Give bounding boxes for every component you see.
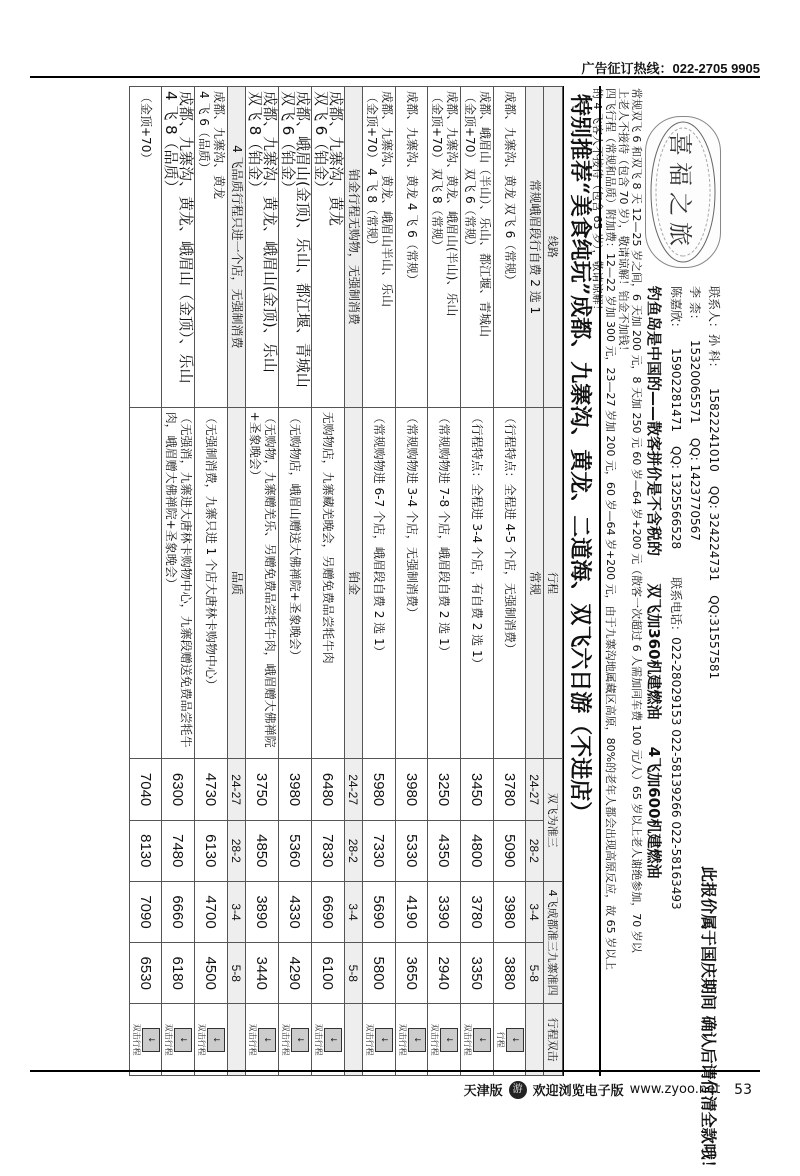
date-header: 28-2 bbox=[526, 820, 544, 881]
itinerary-icon[interactable]: ↓ bbox=[175, 1028, 193, 1052]
price-cell: 3980 bbox=[494, 881, 526, 942]
price-cell: 6130 bbox=[195, 820, 228, 881]
contact-name: 李 柰： bbox=[688, 286, 702, 326]
itinerary-icon[interactable]: ↓ bbox=[441, 1028, 459, 1052]
brand-logo bbox=[645, 116, 721, 268]
price-cell: 7090 bbox=[130, 881, 162, 942]
route-cell bbox=[162, 87, 195, 408]
edition-label: 天津版 bbox=[463, 1084, 503, 1099]
feature-cell: （行程特点：全程进 4-5 个店，无强制消费） bbox=[494, 407, 526, 759]
itinerary-icon[interactable]: ↓ bbox=[292, 1028, 310, 1052]
note-line: 常规双飞 6 和双飞 8 天 12—25 岁之间，6 天加 200 元，8 天加 250 元 60 岁—64 岁+200 元（散客一次超过 6 人需加同车费 100 元/人）65 岁以上老人谢绝参加，70 岁以 bbox=[630, 88, 643, 953]
itinerary-label[interactable]: 双击行程 bbox=[281, 1023, 291, 1056]
itinerary-cell[interactable] bbox=[428, 1004, 461, 1076]
section-feature-label: 常规 bbox=[526, 407, 544, 759]
price-cell: 3650 bbox=[396, 943, 428, 1004]
route-name: 成都、九寨沟、黄龙 bbox=[212, 91, 226, 200]
date-header: 5-8 bbox=[526, 943, 544, 1004]
feature-cell: （常规购物进 3-4 个店，无强制消费） bbox=[396, 407, 428, 759]
price-cell: 5360 bbox=[279, 820, 312, 881]
price-cell: 7040 bbox=[130, 759, 162, 820]
itinerary-label[interactable]: 双击行程 bbox=[430, 1023, 440, 1056]
price-cell: 7330 bbox=[363, 820, 396, 881]
date-header: 24-27 bbox=[526, 759, 544, 820]
itinerary-icon[interactable]: ↓ bbox=[208, 1028, 226, 1052]
contact-qq: QQ: 1423770567 bbox=[688, 437, 702, 541]
section-label: 铂金行程无购物，无强制消费 bbox=[345, 87, 363, 408]
route-name: 成都、九寨沟、黄龙、峨眉山(金顶)、乐山 bbox=[261, 91, 279, 373]
price-cell: 3880 bbox=[494, 943, 526, 1004]
section-label: 常规峨眉段行自费 2 选 1 bbox=[526, 87, 544, 408]
contact-list bbox=[666, 286, 723, 910]
price-cell: 6300 bbox=[162, 759, 195, 820]
price-cell: 3750 bbox=[246, 759, 279, 820]
route-cell bbox=[312, 87, 345, 408]
price-cell: 3390 bbox=[428, 881, 461, 942]
itinerary-label[interactable]: 双击行程 bbox=[248, 1023, 258, 1056]
table-row bbox=[195, 87, 228, 1076]
header-feature: 行程 bbox=[544, 407, 563, 759]
date-header: 5-8 bbox=[345, 943, 363, 1004]
feature-cell: （行程特点：全程进 3-4 个店，有自费 2 选 1） bbox=[461, 407, 494, 759]
price-cell: 5800 bbox=[363, 943, 396, 1004]
feature-cell bbox=[130, 407, 162, 759]
route-cell bbox=[246, 87, 279, 408]
itinerary-label[interactable]: 双击行程 bbox=[365, 1023, 375, 1056]
table-row bbox=[396, 87, 428, 1076]
price-cell: 3780 bbox=[494, 759, 526, 820]
contact-phone[interactable]: 15822241010 bbox=[707, 387, 721, 472]
itinerary-cell[interactable] bbox=[130, 1004, 162, 1076]
price-cell: 7480 bbox=[162, 820, 195, 881]
feature-cell: （无强制消费，九寨只进 1 个店大唐林卡购物中心） bbox=[195, 407, 228, 759]
route-name: 成都、九寨沟、黄龙 bbox=[327, 91, 345, 227]
price-cell: 6480 bbox=[312, 759, 345, 820]
route-name: 成都、九寨沟、黄龙 4 飞 6（常规） bbox=[405, 91, 419, 286]
feature-cell: 无购物店，九寨藏羌晚会，另赠免费品尝牦牛肉 bbox=[312, 407, 345, 759]
price-cell: 8130 bbox=[130, 820, 162, 881]
price-cell: 3450 bbox=[461, 759, 494, 820]
price-cell: 6100 bbox=[312, 943, 345, 1004]
price-cell: 5690 bbox=[363, 881, 396, 942]
route-cell bbox=[494, 87, 526, 408]
price-notice-3: 4飞加600机建燃油 bbox=[645, 746, 663, 879]
route-name: 成都、九寨沟、黄龙、峨眉山（金顶）、乐山 bbox=[177, 91, 195, 384]
table-row bbox=[246, 87, 279, 1076]
price-cell: 4330 bbox=[279, 881, 312, 942]
date-header: 3-4 bbox=[526, 881, 544, 942]
price-cell: 2940 bbox=[428, 943, 461, 1004]
feature-cell: （常规购物进 7-8 个店，峨眉段自费 2 选 1） bbox=[428, 407, 461, 759]
price-cell: 3980 bbox=[279, 759, 312, 820]
route-name: 成都、九寨沟、黄龙、峨眉山半山、乐山 bbox=[380, 91, 394, 308]
itinerary-label[interactable]: 双击行程 bbox=[463, 1023, 473, 1056]
route-name: 成都、峨眉山（半山）、乐山、都江堰、青城山 bbox=[478, 91, 492, 338]
contact-qq: QQ: 324224731 bbox=[707, 485, 721, 582]
table-row bbox=[312, 87, 345, 1076]
date-header: 5-8 bbox=[228, 943, 246, 1004]
route-cell bbox=[396, 87, 428, 408]
itinerary-cell[interactable] bbox=[396, 1004, 428, 1076]
itinerary-label[interactable]: 双击行程 bbox=[132, 1023, 141, 1056]
section-row bbox=[526, 87, 544, 1076]
table-row bbox=[461, 87, 494, 1076]
section-feature-label: 铂金 bbox=[345, 407, 363, 759]
contact-tel: 联系电话：022-28029153 022-58139266 022-58163493 bbox=[669, 577, 683, 910]
header-route: 线路 bbox=[544, 87, 563, 408]
section-row bbox=[228, 87, 246, 1076]
itinerary-icon[interactable]: ↓ bbox=[474, 1028, 492, 1052]
feature-cell: （常规购物进 6-7 个店，峨眉段自费 2 选 1） bbox=[363, 407, 396, 759]
table-row bbox=[428, 87, 461, 1076]
price-cell: 4190 bbox=[396, 881, 428, 942]
recommend-title: 特别推荐“美食纯玩”成都、九寨沟、黄龙、二道海、双飞六日游（不进店） bbox=[563, 86, 601, 1076]
section-spacer bbox=[345, 1004, 363, 1076]
price-cell: 6180 bbox=[162, 943, 195, 1004]
brand-logo-text: 喜福之旅 bbox=[666, 132, 695, 252]
contact-row bbox=[685, 286, 704, 886]
route-name: 成都、峨眉山(金顶)、乐山、都江堰、青城山 bbox=[294, 91, 312, 388]
price-cell: 4800 bbox=[461, 820, 494, 881]
itinerary-label[interactable]: 双击行程 bbox=[398, 1023, 407, 1056]
itinerary-cell[interactable] bbox=[461, 1004, 494, 1076]
route-cell bbox=[428, 87, 461, 408]
contact-qq: QQ: 1325566528 bbox=[669, 446, 683, 550]
route-cell bbox=[195, 87, 228, 408]
price-cell: 4850 bbox=[246, 820, 279, 881]
itinerary-cell[interactable] bbox=[195, 1004, 228, 1076]
price-cell: 3440 bbox=[246, 943, 279, 1004]
itinerary-icon[interactable]: ↓ bbox=[408, 1028, 426, 1052]
itinerary-icon[interactable]: ↓ bbox=[376, 1028, 394, 1052]
note-line: 的 4 飞客人不接待（包含 65 岁），敬请谅解！ bbox=[591, 88, 604, 316]
table-header bbox=[544, 87, 563, 1076]
header-price-group-2: 4飞成都准三九寨准四 bbox=[544, 881, 563, 1003]
price-cell: 7830 bbox=[312, 820, 345, 881]
date-header: 28-2 bbox=[228, 820, 246, 881]
price-cell: 6530 bbox=[130, 943, 162, 1004]
date-header: 24-27 bbox=[345, 759, 363, 820]
ad-hotline: 广告征订热线：022-2705 9905 bbox=[581, 61, 760, 76]
bottom-divider bbox=[30, 1070, 760, 1072]
itinerary-cell[interactable] bbox=[494, 1004, 526, 1076]
price-cell: 5090 bbox=[494, 820, 526, 881]
price-notice-2: 双飞加360机建燃油 bbox=[645, 583, 663, 720]
itinerary-label[interactable]: 双击行程 bbox=[314, 1023, 324, 1056]
feature-cell: （无强消，九寨进大唐林卡购物中心，九寨段赠送免费品尝牦牛肉，峨眉赠大佛禅院+圣象晚会） bbox=[162, 407, 195, 759]
header-itinerary: 行程双击 bbox=[544, 1004, 563, 1076]
section-row bbox=[345, 87, 363, 1076]
date-header: 24-27 bbox=[228, 759, 246, 820]
price-cell: 3890 bbox=[246, 881, 279, 942]
table-row bbox=[279, 87, 312, 1076]
itinerary-cell[interactable] bbox=[246, 1004, 279, 1076]
table-row bbox=[494, 87, 526, 1076]
table-row bbox=[130, 87, 162, 1076]
welcome-text: 欢迎浏览电子版 bbox=[532, 1084, 624, 1099]
contact-row bbox=[666, 286, 685, 910]
price-cell: 4290 bbox=[279, 943, 312, 1004]
contact-row bbox=[704, 286, 723, 886]
promo-notice: 此报价属于国庆期间 确认后请付清全款哦！ bbox=[699, 866, 718, 1176]
price-notice-1: 钓鱼岛是中国的——散客拼价是不含税的 bbox=[645, 286, 663, 557]
price-cell: 3350 bbox=[461, 943, 494, 1004]
price-cell: 4500 bbox=[195, 943, 228, 1004]
itinerary-label[interactable]: 双击行程 bbox=[164, 1023, 174, 1056]
price-cell: 3980 bbox=[396, 759, 428, 820]
header-price-group: 双飞为准三 bbox=[544, 759, 563, 881]
route-name: 成都、九寨沟、黄龙 双飞 6（常规） bbox=[503, 91, 517, 287]
price-cell: 4730 bbox=[195, 759, 228, 820]
feature-cell: （无购物店，峨眉山赠送大佛禅院+圣象晚会） bbox=[279, 407, 312, 759]
note-line: 上老人不接待（包含 70 岁），敬请谅解！铂金不加钱！ bbox=[617, 88, 630, 357]
contact-phone[interactable]: 15320065571 bbox=[688, 339, 702, 424]
itinerary-cell[interactable] bbox=[363, 1004, 396, 1076]
itinerary-icon[interactable]: ↓ bbox=[142, 1028, 160, 1052]
contact-name: 联系人：孙 科： bbox=[707, 286, 721, 374]
table-row bbox=[363, 87, 396, 1076]
route-name: （金顶+70） bbox=[139, 91, 153, 165]
price-cell: 4350 bbox=[428, 820, 461, 881]
route-detail: 4 飞 8（品质） bbox=[162, 91, 180, 195]
top-divider bbox=[30, 76, 760, 78]
contact-phone[interactable]: 15902281471 bbox=[669, 348, 683, 432]
route-cell bbox=[279, 87, 312, 408]
date-header: 3-4 bbox=[228, 881, 246, 942]
table-row bbox=[162, 87, 195, 1076]
itinerary-icon[interactable]: ↓ bbox=[325, 1028, 343, 1052]
contact-qq2: QQ:31557581 bbox=[707, 595, 721, 680]
itinerary-icon[interactable]: ↓ bbox=[506, 1028, 524, 1052]
date-header: 28-2 bbox=[345, 820, 363, 881]
feature-cell: （无购物，九寨赠羌乐、另赠免费品尝牦牛肉，峨眉赠大佛禅院+圣象晚会） bbox=[246, 407, 279, 759]
section-label: 4 飞品质行程只进一个店，无强制消费 bbox=[228, 87, 246, 408]
zyoo-logo-icon: 游 bbox=[509, 1081, 527, 1099]
date-header: 3-4 bbox=[345, 881, 363, 942]
itinerary-cell[interactable] bbox=[279, 1004, 312, 1076]
section-feature-label: 品质 bbox=[228, 407, 246, 759]
price-cell: 3780 bbox=[461, 881, 494, 942]
page-footer bbox=[464, 1080, 752, 1099]
route-detail: 4 飞 6（品质） bbox=[197, 91, 211, 174]
itinerary-cell[interactable] bbox=[312, 1004, 345, 1076]
route-cell bbox=[461, 87, 494, 408]
contact-name: 陈嘉欣： bbox=[669, 286, 683, 335]
price-cell: 6690 bbox=[312, 881, 345, 942]
route-detail: 双飞 8（铂金） bbox=[246, 91, 264, 196]
fare-table bbox=[129, 86, 563, 1076]
route-detail: （金顶+70） 4 飞 8（常规） bbox=[365, 91, 379, 252]
route-detail: 双飞 6（铂金） bbox=[279, 91, 297, 196]
itinerary-label[interactable]: 行程 bbox=[496, 1031, 505, 1048]
route-cell bbox=[363, 87, 396, 408]
price-cell: 6660 bbox=[162, 881, 195, 942]
itinerary-cell[interactable] bbox=[162, 1004, 195, 1076]
page-number: 53 bbox=[734, 1081, 752, 1098]
route-cell bbox=[130, 87, 162, 408]
site-link[interactable]: www.zyoo.net bbox=[629, 1082, 721, 1097]
section-spacer bbox=[526, 1004, 544, 1076]
itinerary-label[interactable]: 双击行程 bbox=[197, 1023, 207, 1056]
section-spacer bbox=[228, 1004, 246, 1076]
route-name: 成都、九寨沟、黄龙、峨眉山(半山)、乐山 bbox=[445, 91, 459, 317]
price-cell: 5980 bbox=[363, 759, 396, 820]
price-cell: 5330 bbox=[396, 820, 428, 881]
price-cell: 4700 bbox=[195, 881, 228, 942]
price-cell: 3250 bbox=[428, 759, 461, 820]
route-detail: 双飞 6（铂金） bbox=[312, 91, 330, 196]
itinerary-icon[interactable]: ↓ bbox=[259, 1028, 277, 1052]
route-detail: （金顶+70） 双飞 8（常规） bbox=[430, 91, 444, 252]
route-detail: （金顶+70） 双飞 6（常规） bbox=[463, 91, 477, 252]
price-notice bbox=[644, 286, 665, 901]
note-line: 四飞行程（常规和品质）附加费：12—22 岁加 300 元，23—27 岁加 200 元，60 岁—64 岁+200 元，由于九寨沟地属藏区高原，80%的老年人都会出现高原反应，故 65 岁以上 bbox=[604, 88, 617, 971]
